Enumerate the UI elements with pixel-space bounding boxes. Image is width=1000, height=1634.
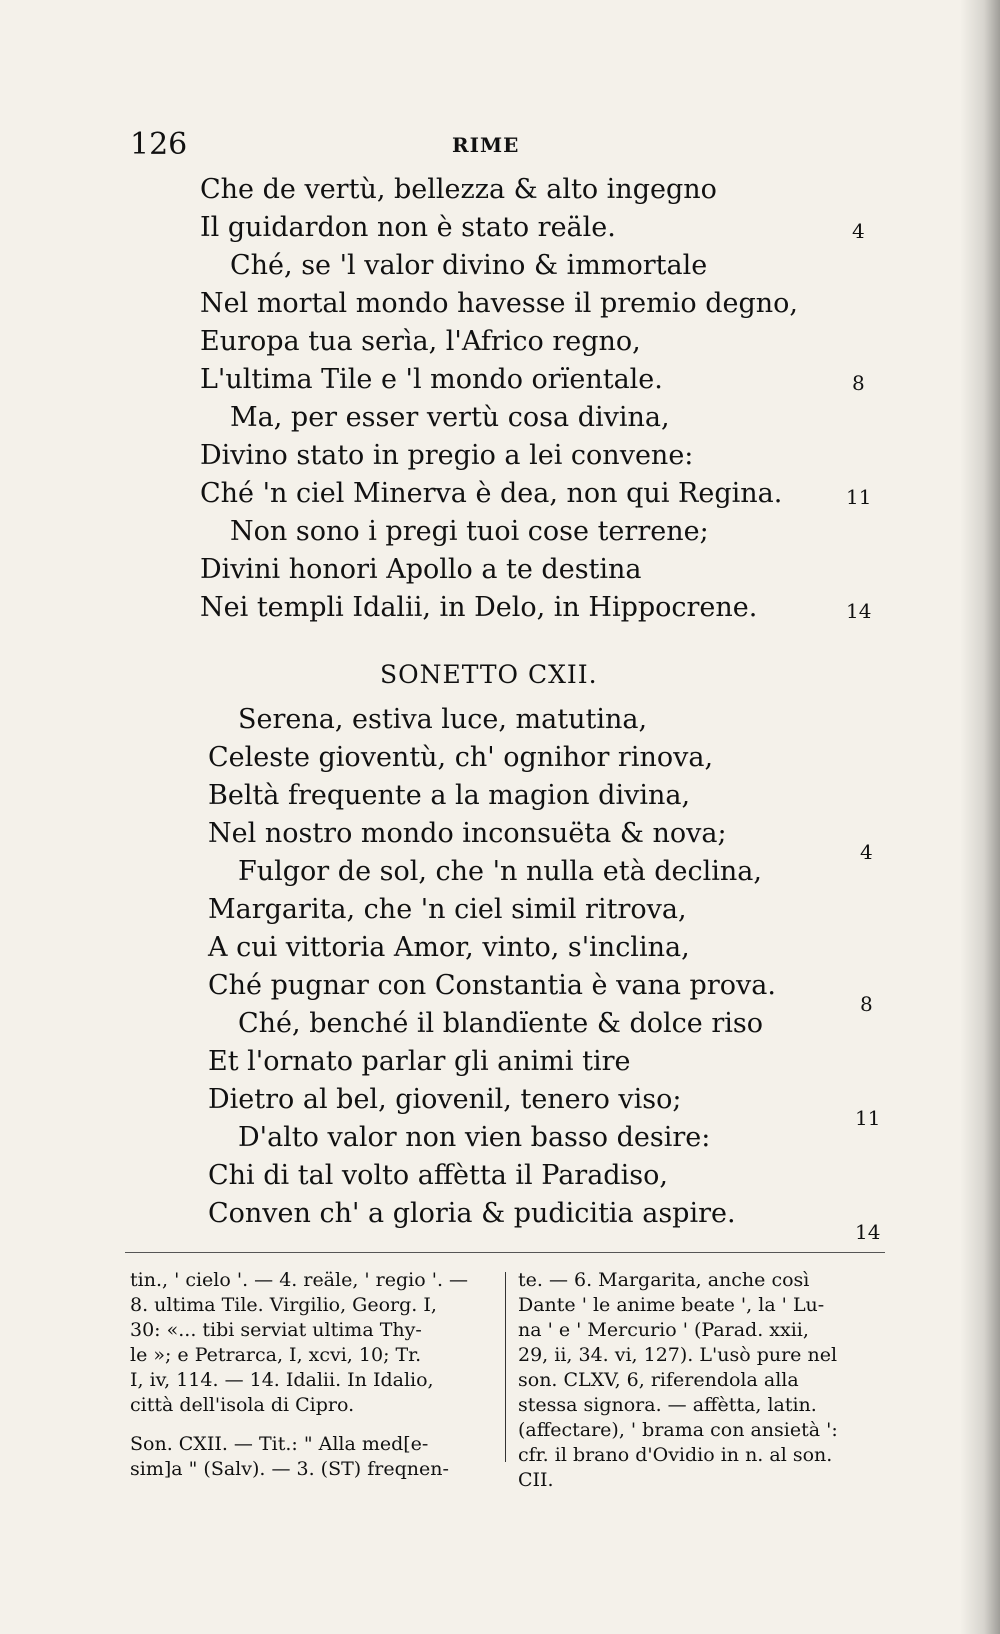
running-title: RIME [452,133,520,157]
sonnet-heading: SONETTO CXII. [380,660,598,689]
verse-line: Divino stato in pregio a lei convene: [200,440,694,471]
footnote-line: CII. [518,1469,554,1491]
footnote-line: (affectare), ' brama con ansietà ': [518,1419,838,1441]
footnote-line: stessa signora. — affètta, latin. [518,1394,817,1416]
verse-line: Ché pugnar con Constantia è vana prova. [208,970,776,1001]
footnote-line: I, iv, 114. — 14. Idalii. In Idalio, [130,1369,434,1391]
footnote-line: 30: «... tibi serviat ultima Thy- [130,1319,422,1341]
verse-line: Divini honori Apollo a te destina [200,554,642,585]
verse-line: Serena, estiva luce, matutina, [238,704,648,735]
line-number: 8 [852,371,865,395]
footnote-spacer [130,1418,490,1432]
line-number: 4 [852,219,865,243]
verse-line: Margarita, che 'n ciel simil ritrova, [208,894,687,925]
line-number: 11 [846,485,872,509]
verse-line: Il guidardon non è stato reäle. [200,212,616,243]
verse-line: Ché 'n ciel Minerva è dea, non qui Regina. [200,478,783,509]
verse-line: Chi di tal volto affètta il Paradiso, [208,1160,668,1191]
column-divider [505,1272,506,1462]
page-edge-shadow [960,0,1000,1634]
verse-line: Ché, se 'l valor divino & immortale [230,250,708,281]
verse-line: L'ultima Tile e 'l mondo orïentale. [200,364,663,395]
footnote-line: tin., ' cielo '. — 4. reäle, ' regio '. — [130,1269,469,1291]
line-number: 14 [855,1220,881,1244]
footnote-line: città dell'isola di Cipro. [130,1394,355,1416]
footnote-line: 8. ultima Tile. Virgilio, Georg. I, [130,1294,437,1316]
verse-line: Beltà frequente a la magion divina, [208,780,691,811]
verse-line: Che de vertù, bellezza & alto ingegno [200,174,717,205]
verse-line: Fulgor de sol, che 'n nulla età declina, [238,856,762,887]
verse-line: Dietro al bel, giovenil, tenero viso; [208,1084,682,1115]
footnote-line: te. — 6. Margarita, anche così [518,1269,810,1291]
verse-line: Nei templi Idalii, in Delo, in Hippocrene. [200,592,758,623]
line-number: 14 [846,599,872,623]
verse-line: Et l'ornato parlar gli animi tire [208,1046,631,1077]
page-header [130,127,870,167]
verse-line: Ché, benché il blandïente & dolce riso [238,1008,763,1039]
footnote-line: sim]a " (Salv). — 3. (ST) freqnen- [130,1458,449,1480]
footnote-line: Son. CXII. — Tit.: " Alla med[e- [130,1433,429,1455]
footnote-rule [125,1252,885,1253]
verse-line: Nel mortal mondo havesse il premio degno, [200,288,798,319]
verse-line: A cui vittoria Amor, vinto, s'inclina, [208,932,690,963]
line-number: 8 [860,992,873,1016]
line-number: 11 [855,1106,881,1130]
verse-line: Non sono i pregi tuoi cose terrene; [230,516,709,547]
page-number: 126 [130,127,188,162]
footnote-line: le »; e Petrarca, I, xcvi, 10; Tr. [130,1344,422,1366]
footnote-line: 29, ii, 34. vi, 127). L'usò pure nel [518,1344,838,1366]
footnote-line: na ' e ' Mercurio ' (Parad. xxii, [518,1319,809,1341]
verse-line: Nel nostro mondo inconsuëta & nova; [208,818,727,849]
verse-line: Celeste gioventù, ch' ognihor rinova, [208,742,714,773]
verse-line: D'alto valor non vien basso desire: [238,1122,711,1153]
footnote-line: cfr. il brano d'Ovidio in n. al son. [518,1444,833,1466]
verse-line: Europa tua serìa, l'Africo regno, [200,326,641,357]
footnote-line: son. CLXV, 6, riferendola alla [518,1369,799,1391]
verse-line: Ma, per esser vertù cosa divina, [230,402,670,433]
footnote-line: Dante ' le anime beate ', la ' Lu- [518,1294,825,1316]
verse-line: Conven ch' a gloria & pudicitia aspire. [208,1198,736,1229]
footnotes-right-column [518,1268,878,1493]
line-number: 4 [860,840,873,864]
footnotes-left-column [130,1268,490,1482]
